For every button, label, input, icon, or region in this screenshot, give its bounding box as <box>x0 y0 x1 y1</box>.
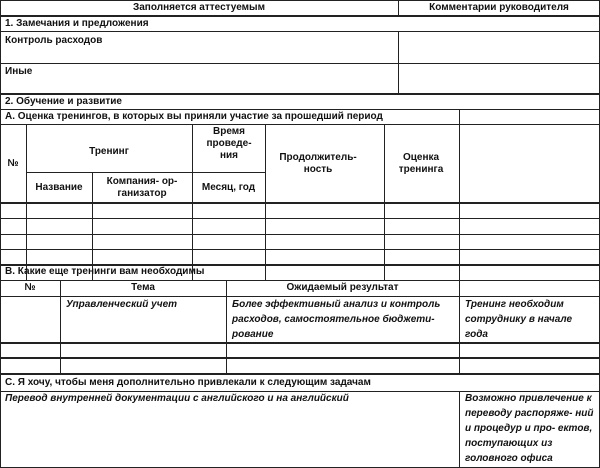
colA-no: № <box>7 158 19 169</box>
line <box>60 280 61 374</box>
line <box>0 357 600 359</box>
colB-topic: Тема <box>131 282 155 293</box>
colB-no: № <box>24 282 36 293</box>
colA-company: Компания- ор- ганизатор <box>106 176 178 199</box>
line <box>459 109 460 280</box>
partB-title: В. Какие еще тренинги вам необходимы <box>5 266 205 277</box>
colA-month: Месяц, год <box>201 182 256 193</box>
line <box>0 218 600 219</box>
line <box>0 342 600 344</box>
header-manager: Комментарии руководителя <box>429 2 569 13</box>
partC-text: Перевод внутренней документации с английского и на английский <box>5 393 349 404</box>
line <box>0 15 600 17</box>
header-divider <box>398 0 399 16</box>
section1-row-expenses: Контроль расходов <box>5 35 103 46</box>
colA-duration: Продолжитель- ность <box>279 152 357 175</box>
header-employee: Заполняется аттестуемым <box>132 2 265 13</box>
line <box>398 31 399 94</box>
line <box>0 109 600 110</box>
line <box>0 31 600 32</box>
line <box>0 63 600 64</box>
section2-title: 2. Обучение и развитие <box>5 96 122 107</box>
line <box>26 172 265 173</box>
line <box>226 280 227 374</box>
colA-training: Тренинг <box>89 146 129 157</box>
line <box>0 249 600 250</box>
line <box>0 202 600 204</box>
line <box>0 373 600 375</box>
partB-row-comment: Тренинг необходим сотруднику в начале года <box>465 299 573 340</box>
partA-title: А. Оценка тренингов, в которых вы приняли участие за прошедший период <box>5 111 383 122</box>
line <box>459 391 460 468</box>
line <box>0 234 600 235</box>
partB-row-topic: Управленческий учет <box>66 299 178 310</box>
line <box>0 93 600 95</box>
section1-row-other: Иные <box>5 66 33 77</box>
partB-row-result: Более эффективный анализ и контроль расходов, самостоятельное бюджети- рование <box>232 299 441 340</box>
colA-name: Название <box>35 182 83 193</box>
colB-result: Ожидаемый результат <box>286 282 399 293</box>
partC-title: С. Я хочу, чтобы меня дополнительно привлекали к следующим задачам <box>5 377 371 388</box>
line <box>0 280 600 281</box>
partC-comment: Возможно привлечение к переводу распоряже- ний и процедур и про- ектов, поступающих из головного офиса <box>465 393 594 464</box>
border-top <box>0 0 600 1</box>
section1-title: 1. Замечания и предложения <box>5 18 149 29</box>
colA-time: Время проведе- ния <box>206 126 252 161</box>
line <box>0 124 600 125</box>
colA-rating: Оценка тренинга <box>398 152 444 175</box>
